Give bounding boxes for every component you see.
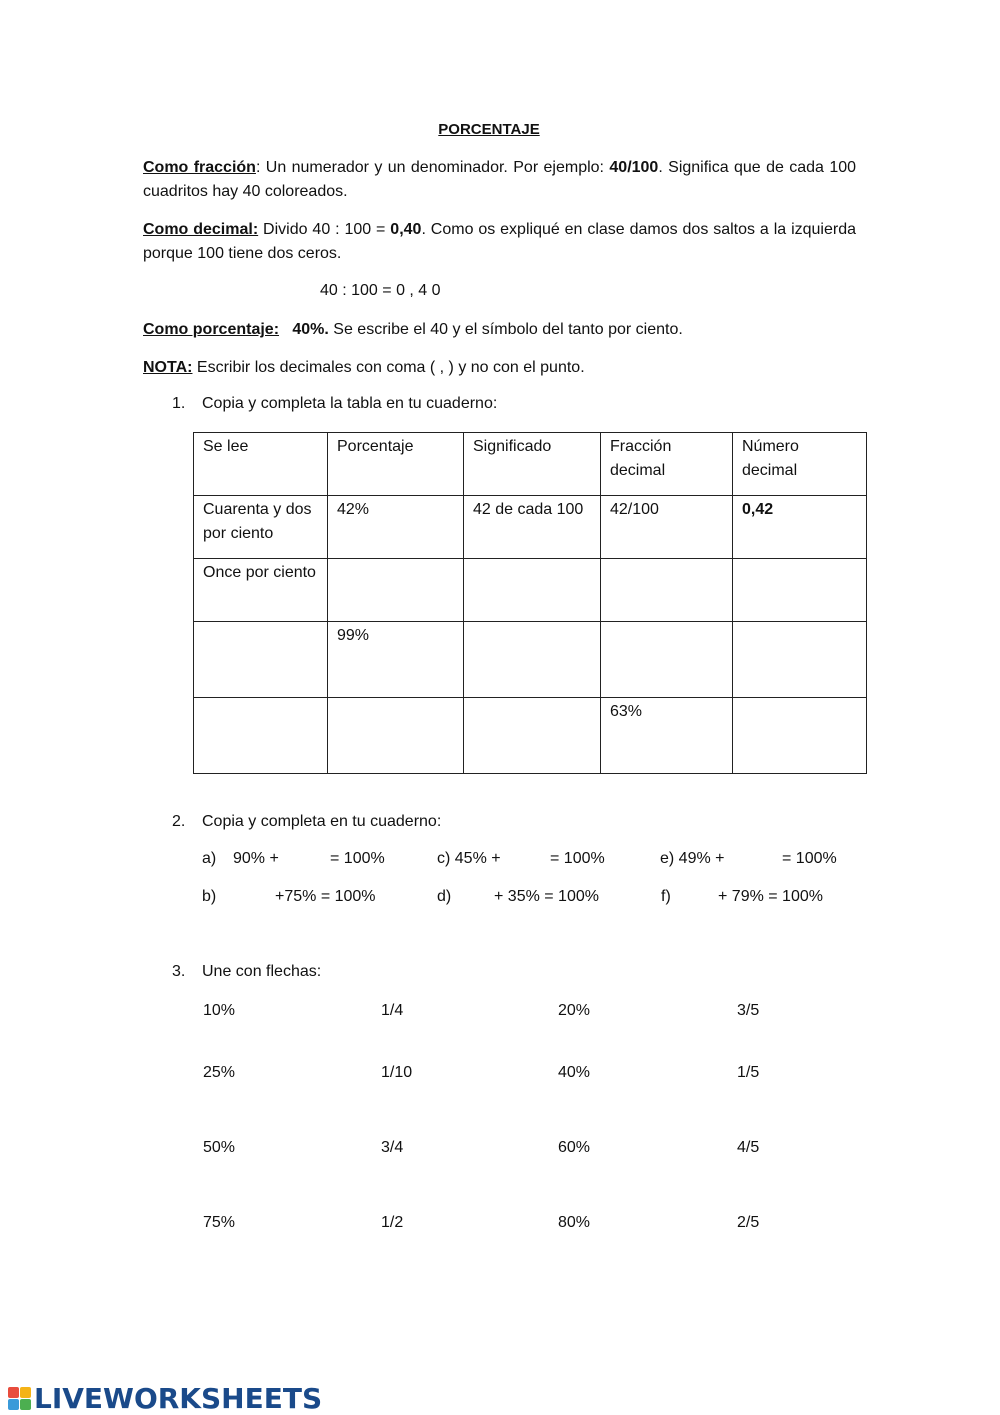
exercise-f-letter: f) [661,888,671,905]
exercise-c-right: = 100% [550,850,605,867]
table-cell [464,622,601,698]
exercise-b-letter: b) [202,888,217,905]
table-row [194,559,867,622]
table-cell [601,559,733,622]
exercise-c-letter: c) 45% + [437,850,501,867]
table-cell: 0,42 [733,496,867,559]
table-cell [328,559,464,622]
match-item: 3/5 [737,1002,760,1019]
table-cell: 42 de cada 100 [464,496,601,559]
exercise-a-right: = 100% [330,850,385,867]
exercise-d-letter: d) [437,888,452,905]
brand-block [8,1399,19,1410]
exercise-a-letter: a) [202,850,217,867]
q3-text: Une con flechas: [202,963,322,980]
match-item: 1/10 [381,1064,413,1081]
table-cell [328,698,464,774]
match-item: 2/5 [737,1214,760,1231]
match-item: 1/4 [381,1002,404,1019]
table-cell [733,622,867,698]
exercise-e-letter: e) 49% + [660,850,725,867]
table-cell: 42/100 [601,496,733,559]
table-cell [733,698,867,774]
fraction-label: Como fracción [143,159,256,176]
header-cell: Fracción decimal [601,433,733,496]
q2-number: 2. [172,813,186,830]
note-paragraph [143,356,856,380]
match-item: 3/4 [381,1139,404,1156]
percentage-text-after: Se escribe el 40 y el símbolo del tanto por ciento. [328,321,683,338]
match-item: 25% [203,1064,236,1081]
match-item: 60% [558,1139,591,1156]
table-cell [464,698,601,774]
decimal-paragraph [143,218,856,266]
decimal-label: Como decimal: [143,221,259,238]
fraction-text-after: . Significa que de cada 100 cuadritos hay 40 coloreados. [143,159,857,200]
table-cell [464,559,601,622]
percentage-value: 40%. [292,321,329,338]
fraction-text-before: : Un numerador y un denominador. Por ejemplo: [255,159,610,176]
table-cell: Cuarenta y dos por ciento [194,496,328,559]
exercise-e-right: = 100% [782,850,837,867]
table-row [194,698,867,774]
exercise-d-right: + 35% = 100% [494,888,599,905]
decimal-text-before: Divido 40 : 100 = [258,221,391,238]
percentage-paragraph [143,318,856,342]
table-cell [601,622,733,698]
q1-text: Copia y completa la tabla en tu cuaderno: [202,395,498,412]
table-cell [733,559,867,622]
q2-text: Copia y completa en tu cuaderno: [202,813,442,830]
match-item: 75% [203,1214,236,1231]
header-cell: Número decimal [733,433,867,496]
decimal-value: 0,40 [390,221,422,238]
note-label: NOTA: [143,359,193,376]
q3-number: 3. [172,963,186,980]
decimal-text-after: . Como os expliqué en clase damos dos saltos a la izquierda porque 100 tiene dos ceros. [143,221,857,262]
table-row [194,496,867,559]
percentage-label: Como porcentaje: [143,321,280,338]
fraction-example: 40/100 [609,159,659,176]
brand-block [8,1387,19,1398]
brand-blocks-icon [8,1387,31,1410]
table-header-row [194,433,867,496]
table-cell: 42% [328,496,464,559]
page-title: PORCENTAJE [438,121,540,138]
percentage-table [193,432,867,774]
match-item: 10% [203,1002,236,1019]
table-cell: 99% [328,622,464,698]
match-item: 20% [558,1002,591,1019]
exercise-f-right: + 79% = 100% [718,888,823,905]
note-text: Escribir los decimales con coma ( , ) y no con el punto. [192,359,585,376]
table-cell: Once por ciento [194,559,328,622]
header-cell: Porcentaje [328,433,464,496]
q1-number: 1. [172,395,186,412]
table-cell [194,698,328,774]
brand-block [20,1399,31,1410]
brand-block [20,1387,31,1398]
table-cell [194,622,328,698]
exercise-b-right: +75% = 100% [275,888,376,905]
match-item: 40% [558,1064,591,1081]
match-item: 4/5 [737,1139,760,1156]
match-item: 80% [558,1214,591,1231]
table-cell: 63% [601,698,733,774]
fraction-paragraph [143,156,856,204]
brand-name: LIVEWORKSHEETS [34,1382,323,1415]
header-cell: Se lee [194,433,328,496]
header-cell: Significado [464,433,601,496]
match-item: 50% [203,1139,236,1156]
match-item: 1/5 [737,1064,760,1081]
exercise-a-left: 90% + [233,850,279,867]
table-row [194,622,867,698]
match-item: 1/2 [381,1214,404,1231]
decimal-operation: 40 : 100 = 0 , 4 0 [320,282,441,299]
brand-logo [8,1382,322,1415]
